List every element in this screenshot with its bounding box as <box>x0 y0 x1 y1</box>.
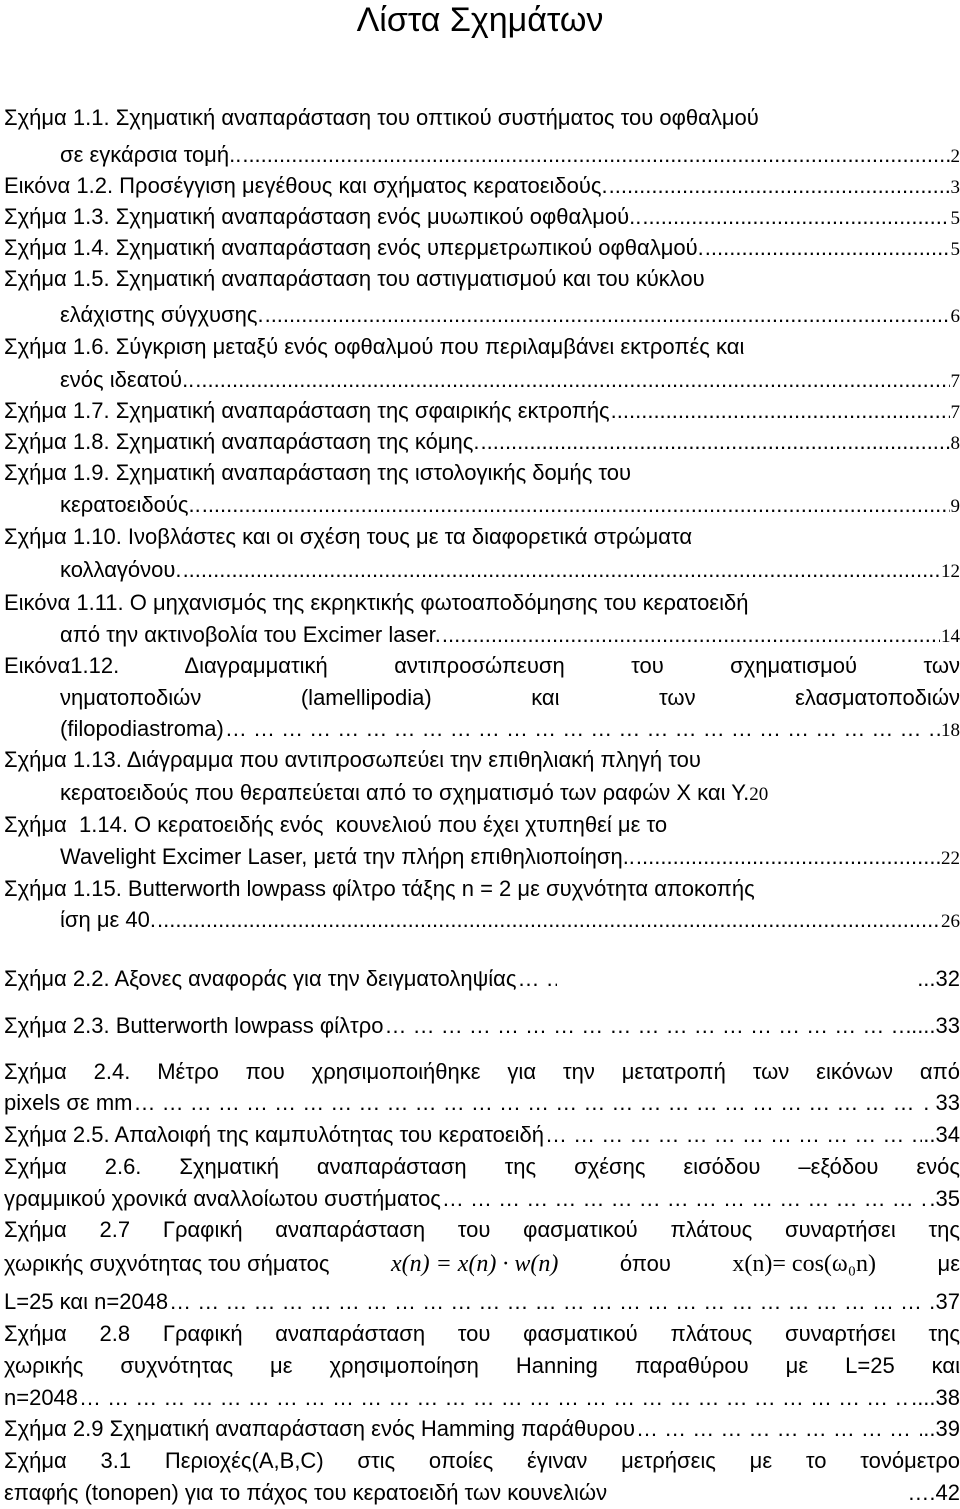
leader-dots <box>183 555 940 585</box>
entry-text: κερατοειδούς που θεραπεύεται από το σχηματισμό των ραφών Χ και Υ. <box>60 780 750 805</box>
list-item <box>4 522 960 552</box>
leader-dots <box>481 427 950 457</box>
entry-text: κερατοειδούς.. <box>60 492 201 517</box>
list-item <box>4 332 960 362</box>
entry-text: χωρικής συχνότητας με χρησιμοποίηση Hanning παραθύρου με L=25 και <box>4 1353 960 1378</box>
page-title: Λίστα Σχημάτων <box>356 1 604 39</box>
entry-text: Σχήμα 1.3. Σχηματική αναπαράσταση ενός μυωπικού οφθαλμού.. <box>4 204 642 229</box>
leader-dots <box>169 1287 934 1317</box>
page-number: . 33 <box>923 1090 960 1115</box>
list-item <box>60 778 960 808</box>
list-item <box>60 842 960 872</box>
entry-text: Εικόνα 1.11. Ο μηχανισμός της εκρηκτικής φωτοαποδόμησης του κερατοειδή <box>4 590 749 615</box>
list-item <box>4 1057 960 1087</box>
list-item <box>60 555 960 585</box>
leader-dots <box>225 714 940 744</box>
entry-text: Σχήμα 1.4. Σχηματική αναπαράσταση ενός υπερμετρωπικού οφθαλμού. <box>4 235 704 260</box>
entry-text: Σχήμα 2.7 Γραφική αναπαράσταση του φασματικού πλάτους συναρτήσει της <box>4 1217 960 1242</box>
list-item <box>4 396 960 426</box>
page-number: ….42 <box>907 1480 960 1505</box>
page-number: 6 <box>950 306 960 327</box>
leader-dots <box>609 171 950 201</box>
list-item <box>60 490 960 520</box>
entry-text: επαφής (tonopen) για το πάχος του κερατοειδή των κουνελιών <box>4 1480 608 1505</box>
page-number: ....33 <box>911 1013 960 1038</box>
entry-text: Wavelight Excimer Laser, μετά την πλήρη επιθηλιοποίηση.. <box>60 844 635 869</box>
page-number: 8 <box>950 433 960 454</box>
page-number: 14 <box>941 626 960 647</box>
list-item <box>4 874 960 904</box>
entry-text: Σχήμα 1.10. Ινοβλάστες και οι σχέση τους με τα διαφορετικά στρώματα <box>4 524 693 549</box>
list-item <box>4 1249 960 1279</box>
leader-dots <box>442 620 940 650</box>
entry-text: Σχήμα 2.2. Αξονες αναφοράς για την δειγματοληψίας <box>4 966 517 991</box>
page-number: ..34 <box>923 1122 960 1147</box>
entry-text: Σχήμα 1.1. Σχηματική αναπαράσταση του οπτικού συστήματος του οφθαλμού <box>4 105 759 130</box>
page-number: .35 <box>929 1186 960 1211</box>
entry-text: Σχήμα 2.5. Απαλοιφή της καμπυλότητας του κερατοειδή <box>4 1122 545 1147</box>
formula: x(n)= cos(ω₀n) <box>732 1251 877 1277</box>
entry-text: από την ακτινοβολία του Excimer laser. <box>60 622 441 647</box>
leader-dots <box>611 396 950 426</box>
leader-dots <box>134 1088 923 1118</box>
page-number: 9 <box>950 496 960 517</box>
leader-dots <box>545 1120 922 1150</box>
leader-dots <box>385 1011 911 1041</box>
list-item <box>4 810 960 840</box>
list-item <box>4 458 960 488</box>
entry-text: κολλαγόνου. <box>60 557 182 582</box>
page-number: ..39 <box>923 1416 960 1441</box>
list-item <box>4 1011 960 1041</box>
entry-text: με <box>937 1251 960 1276</box>
list-item <box>60 620 960 650</box>
list-item <box>60 300 960 330</box>
formula: x(n) = x(n) · w(n) <box>390 1251 559 1277</box>
entry-text: Σχήμα 1.8. Σχηματική αναπαράσταση της κόμης. <box>4 429 480 454</box>
entry-text: γραμμικού χρονικά αναλλοίωτου συστήματος <box>4 1186 441 1211</box>
list-item <box>4 1478 960 1508</box>
list-item <box>60 683 960 713</box>
list-item <box>4 1287 960 1317</box>
entry-text: (filopodiastroma) <box>60 716 224 741</box>
entry-text: ίση με 40. <box>60 907 156 932</box>
entry-text: ελάχιστης σύγχυσης. <box>60 302 264 327</box>
leader-dots <box>242 140 949 170</box>
leader-dots <box>636 1414 922 1444</box>
leader-dots <box>642 202 949 232</box>
leader-dots <box>202 490 950 520</box>
entry-text: Σχήμα 2.4. Μέτρο που χρησιμοποιήθηκε για την μετατροπή των εικόνων από <box>4 1059 960 1084</box>
entry-text: σε εγκάρσια τομή.. <box>60 142 242 167</box>
page-number: 37 <box>935 1289 960 1314</box>
entry-text: Σχήμα 1.15. Butterworth lowpass φίλτρο τάξης n = 2 με συχνότητα αποκοπής <box>4 876 755 901</box>
leader-dots <box>636 842 940 872</box>
leader-dots <box>517 964 557 994</box>
list-item <box>4 1120 960 1150</box>
entry-text: νηματοποδιών (lamellipodia) και των ελασματοποδιών <box>60 685 960 710</box>
page-number: 7 <box>950 402 960 423</box>
list-item <box>4 103 960 133</box>
page-number: 7 <box>950 371 960 392</box>
entry-text: L=25 και n=2048 <box>4 1289 169 1314</box>
entry-text: όπου <box>619 1251 671 1276</box>
list-item <box>4 171 960 201</box>
leader-dots <box>705 233 950 263</box>
list-item <box>4 588 960 618</box>
list-item <box>4 1383 960 1413</box>
page-number: 22 <box>941 848 960 869</box>
page-number: 20 <box>749 784 769 805</box>
list-item <box>4 1088 960 1118</box>
entry-text: Σχήμα 1.13. Διάγραμμα που αντιπροσωπεύει την επιθηλιακή πληγή του <box>4 747 701 772</box>
list-item <box>4 1351 960 1381</box>
list-item <box>4 427 960 457</box>
leader-dots <box>195 365 949 395</box>
page-number: 2 <box>950 146 960 167</box>
entry-text: Σχήμα 2.9 Σχηματική αναπαράσταση ενός Hamming παράθυρου <box>4 1416 636 1441</box>
list-item <box>4 264 960 294</box>
entry-text: ενός ιδεατού.. <box>60 367 195 392</box>
leader-dots <box>79 1383 910 1413</box>
entry-text: Εικόνα1.12. Διαγραμματική αντιπροσώπευση του σχηματισμού των <box>4 653 960 678</box>
list-item <box>60 714 960 744</box>
page-number: 12 <box>941 561 960 582</box>
list-item <box>4 1152 960 1182</box>
list-item <box>4 1319 960 1349</box>
page-number: ....38 <box>911 1385 960 1410</box>
list-item <box>4 1446 960 1476</box>
list-item <box>4 964 960 994</box>
entry-text: Σχήμα 2.8 Γραφική αναπαράσταση του φασματικού πλάτους συναρτήσει της <box>4 1321 960 1346</box>
list-item <box>60 365 960 395</box>
entry-text: n=2048 <box>4 1385 79 1410</box>
list-item <box>4 1215 960 1245</box>
page-number: 18 <box>941 720 960 741</box>
entry-text: Σχήμα 2.6. Σχηματική αναπαράσταση της σχέσης εισόδου –εξόδου ενός <box>4 1154 960 1179</box>
entry-text: Σχήμα 2.3. Butterworth lowpass φίλτρο <box>4 1013 384 1038</box>
list-item <box>4 233 960 263</box>
entry-text: pixels σε mm <box>4 1090 133 1115</box>
list-item <box>4 651 960 681</box>
page-number: ...32 <box>917 966 960 991</box>
page-number: 5 <box>950 239 960 260</box>
page-number: 5 <box>950 208 960 229</box>
list-item <box>60 905 960 935</box>
entry-text: Σχήμα 1.7. Σχηματική αναπαράσταση της σφαιρικής εκτροπής <box>4 398 610 423</box>
leader-dots <box>442 1184 929 1214</box>
entry-text: Σχήμα 1.5. Σχηματική αναπαράσταση του αστιγματισμού και του κύκλου <box>4 266 705 291</box>
leader-dots <box>157 905 940 935</box>
leader-dots <box>265 300 950 330</box>
list-item <box>4 202 960 232</box>
list-item <box>4 1414 960 1444</box>
entry-text: Εικόνα 1.2. Προσέγγιση μεγέθους και σχήματος κερατοειδούς. <box>4 173 608 198</box>
list-item <box>4 745 960 775</box>
entry-text: Σχήμα 1.6. Σύγκριση μεταξύ ενός οφθαλμού που περιλαμβάνει εκτροπές και <box>4 334 745 359</box>
list-item <box>4 1184 960 1214</box>
list-item <box>60 140 960 170</box>
entry-text: Σχήμα 1.9. Σχηματική αναπαράσταση της ιστολογικής δομής του <box>4 460 632 485</box>
entry-text: Σχήμα 1.14. Ο κερατοειδής ενός κουνελιού που έχει χτυπηθεί με το <box>4 812 668 837</box>
entry-text: Σχήμα 3.1 Περιοχές(A,B,C) στις οποίες έγιναν μετρήσεις με το τονόμετρο <box>4 1448 960 1473</box>
entry-text: χωρικής συχνότητας του σήματος <box>4 1251 330 1276</box>
page-number: 3 <box>950 177 960 198</box>
page-number: 26 <box>941 911 960 932</box>
